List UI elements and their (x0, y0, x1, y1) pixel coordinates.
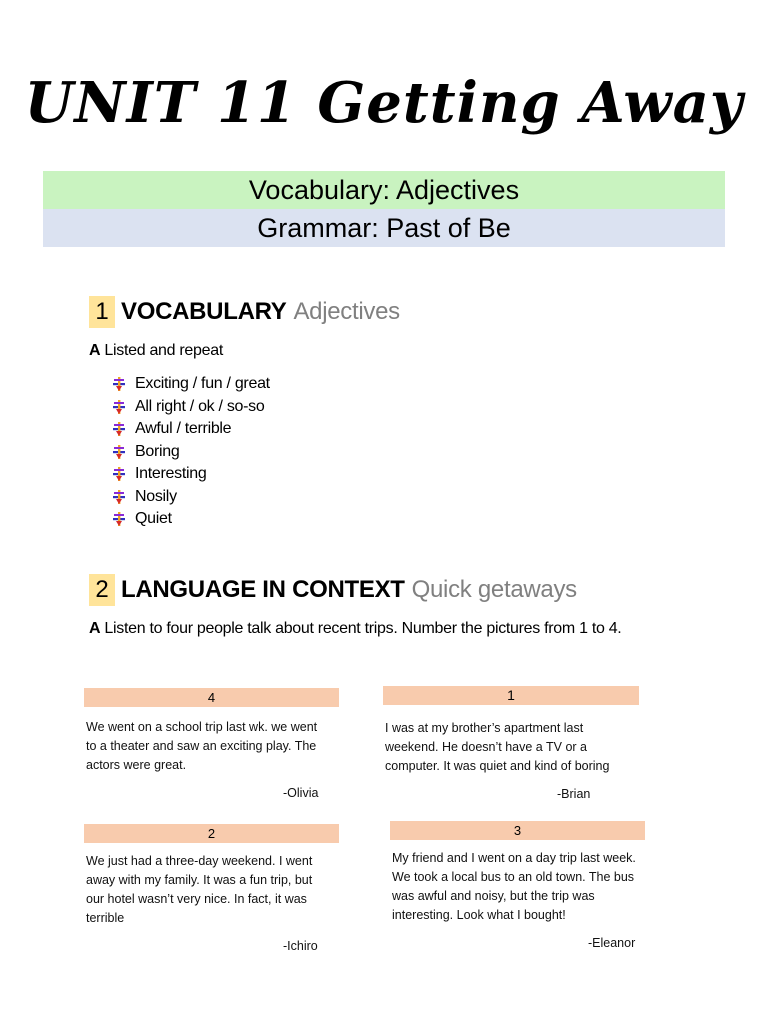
list-item: Exciting / fun / great (110, 373, 270, 396)
list-item: Quiet (110, 508, 270, 531)
section-1-instruction (89, 342, 223, 360)
section-2-heading (89, 573, 577, 607)
plus-arrow-bullet-icon (110, 398, 130, 416)
plus-arrow-bullet-icon (110, 510, 130, 528)
card-number-eleanor: 3 (390, 821, 645, 840)
list-item: Awful / terrible (110, 418, 270, 441)
instruction-text: Listen to four people talk about recent trips. Number the pictures from 1 to 4. (104, 620, 622, 637)
card-number-brian: 1 (383, 686, 639, 705)
section-number: 1 (89, 296, 115, 328)
section-1-heading (89, 295, 400, 329)
card-text-eleanor: My friend and I went on a day trip last week. We took a local bus to an old town. The bus was awful and noisy, but the trip was interesting. Look what I bought! (392, 851, 636, 922)
vocabulary-list (110, 373, 270, 531)
plus-arrow-bullet-icon (110, 488, 130, 506)
card-number-ichiro: 2 (84, 824, 339, 843)
grammar-band: Grammar: Past of Be (43, 209, 725, 247)
plus-arrow-bullet-icon (110, 443, 130, 461)
section-2-instruction (89, 620, 621, 638)
list-item: Boring (110, 441, 270, 464)
vocabulary-band: Vocabulary: Adjectives (43, 171, 725, 209)
card-signature-ichiro: -Ichiro (283, 939, 318, 953)
section-number: 2 (89, 574, 115, 606)
instruction-letter: A (89, 342, 101, 359)
section-title: LANGUAGE IN CONTEXT (121, 576, 405, 603)
section-subtitle: Adjectives (293, 298, 400, 325)
list-item: Nosily (110, 486, 270, 509)
section-subtitle: Quick getaways (411, 576, 577, 603)
card-signature-olivia: -Olivia (283, 786, 319, 800)
card-text-ichiro: We just had a three-day weekend. I went away with my family. It was a fun trip, but our hotel wasn’t very nice. In fact, it was terrible (86, 854, 313, 925)
plus-arrow-bullet-icon (110, 465, 130, 483)
section-title: VOCABULARY (121, 298, 287, 325)
card-number-olivia: 4 (84, 688, 339, 707)
instruction-text: Listed and repeat (104, 342, 223, 359)
list-item: All right / ok / so-so (110, 396, 270, 419)
plus-arrow-bullet-icon (110, 375, 130, 393)
card-signature-eleanor: -Eleanor (588, 936, 636, 950)
card-text-brian: I was at my brother’s apartment last weekend. He doesn’t have a TV or a computer. It was quiet and kind of boring (385, 721, 610, 773)
instruction-letter: A (89, 620, 101, 637)
list-item: Interesting (110, 463, 270, 486)
unit-title: UNIT 11 Getting Away (24, 70, 744, 136)
card-text-olivia: We went on a school trip last wk. we went to a theater and saw an exciting play. The actors were great. (86, 720, 318, 772)
card-signature-brian: -Brian (557, 787, 591, 801)
plus-arrow-bullet-icon (110, 420, 130, 438)
